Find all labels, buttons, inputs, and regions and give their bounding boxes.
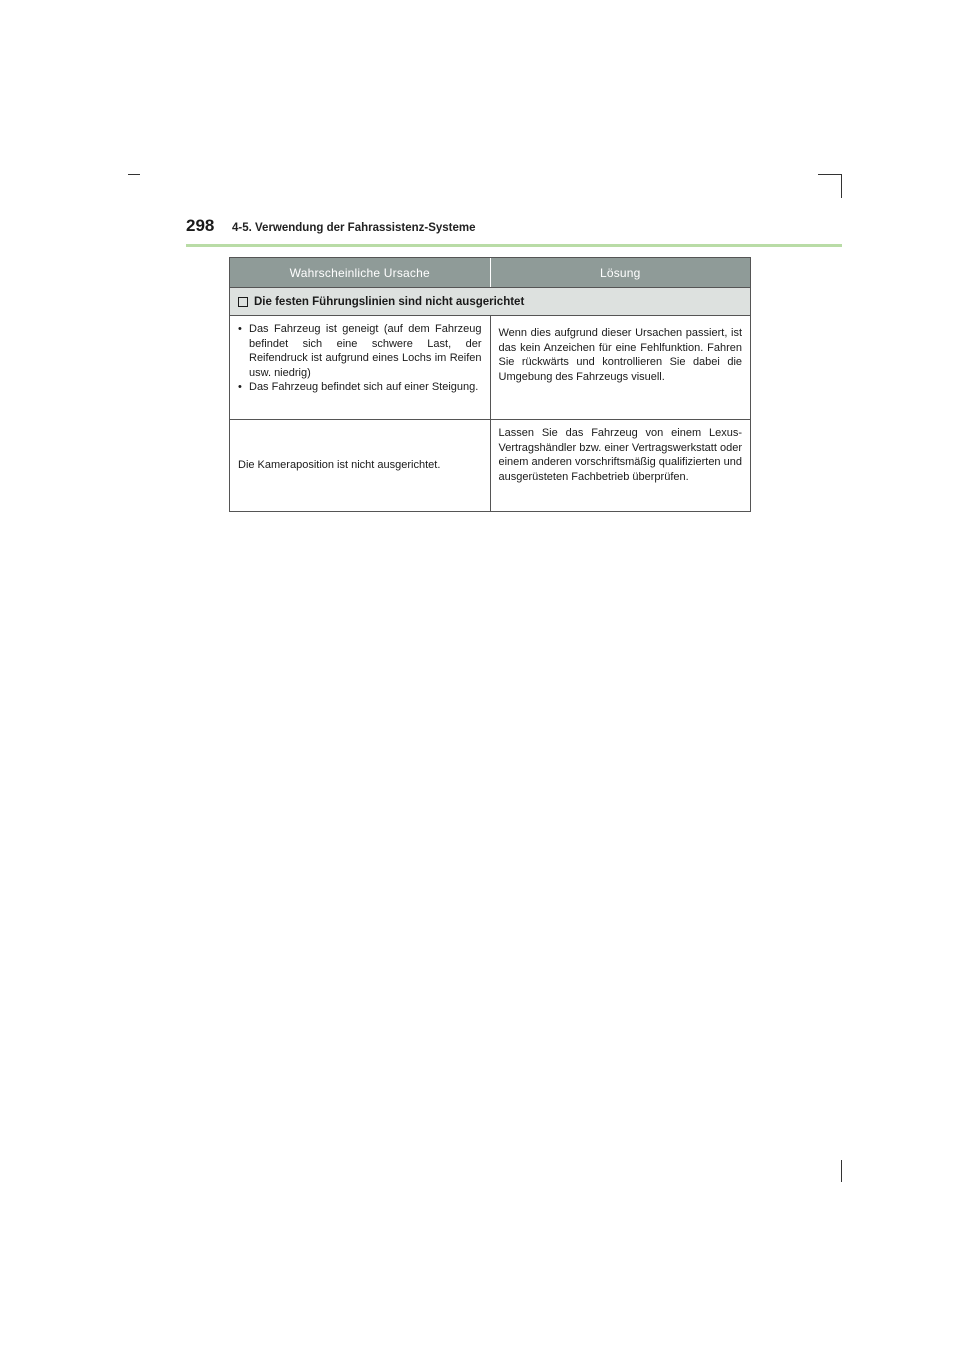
- solution-cell: [490, 420, 751, 511]
- cause-text: Die Kameraposition ist nicht ausgerichtet.: [238, 459, 441, 472]
- group-title: Die festen Führungslinien sind nicht ausgerichtet: [254, 295, 525, 308]
- list-item-text: Das Fahrzeug befindet sich auf einer Steigung.: [249, 381, 479, 393]
- column-header-cause: Wahrscheinliche Ursache: [289, 265, 430, 280]
- solution-cell: [490, 316, 751, 419]
- bullet-mark: •: [238, 381, 242, 393]
- list-item: [238, 380, 482, 395]
- table-row: [230, 315, 750, 419]
- page-number: 298: [186, 216, 215, 235]
- table-header: [230, 258, 750, 287]
- header-divider: [186, 244, 842, 247]
- list-item-text: Das Fahrzeug ist geneigt (auf dem Fahrzeug befindet sich eine schwere Last, der Reifendruck ist aufgrund eines Lochs im Reifen usw. niedrig): [249, 323, 482, 379]
- crop-mark: [818, 174, 842, 175]
- cause-cell: [230, 420, 490, 511]
- section-title: 4-5. Verwendung der Fahrassistenz-Systeme: [232, 222, 476, 234]
- solution-text: Wenn dies aufgrund dieser Ursachen passiert, ist das kein Anzeichen für eine Fehlfunktion. Fahren Sie rückwärts und kontrollieren Sie dabei die Umgebung des Fahrzeugs visuell.: [498, 327, 742, 383]
- checkbox-icon: [238, 297, 248, 307]
- crop-mark: [841, 1160, 842, 1182]
- cause-cell: [230, 316, 490, 419]
- bullet-mark: •: [238, 323, 242, 335]
- troubleshooting-table: [229, 257, 751, 512]
- list-item: [238, 322, 482, 380]
- group-heading: [230, 287, 750, 315]
- table-row: [230, 419, 750, 511]
- crop-mark: [841, 174, 842, 198]
- column-header-solution: Lösung: [490, 258, 751, 287]
- crop-mark: [128, 174, 140, 175]
- solution-text: Lassen Sie das Fahrzeug von einem Lexus-Vertragshändler bzw. einer Vertragswerkstatt oder einem anderen vorschriftsmäßig qualifizierten und ausgerüsteten Fachbetrieb überprüfen.: [498, 427, 742, 483]
- page-header: [186, 216, 846, 244]
